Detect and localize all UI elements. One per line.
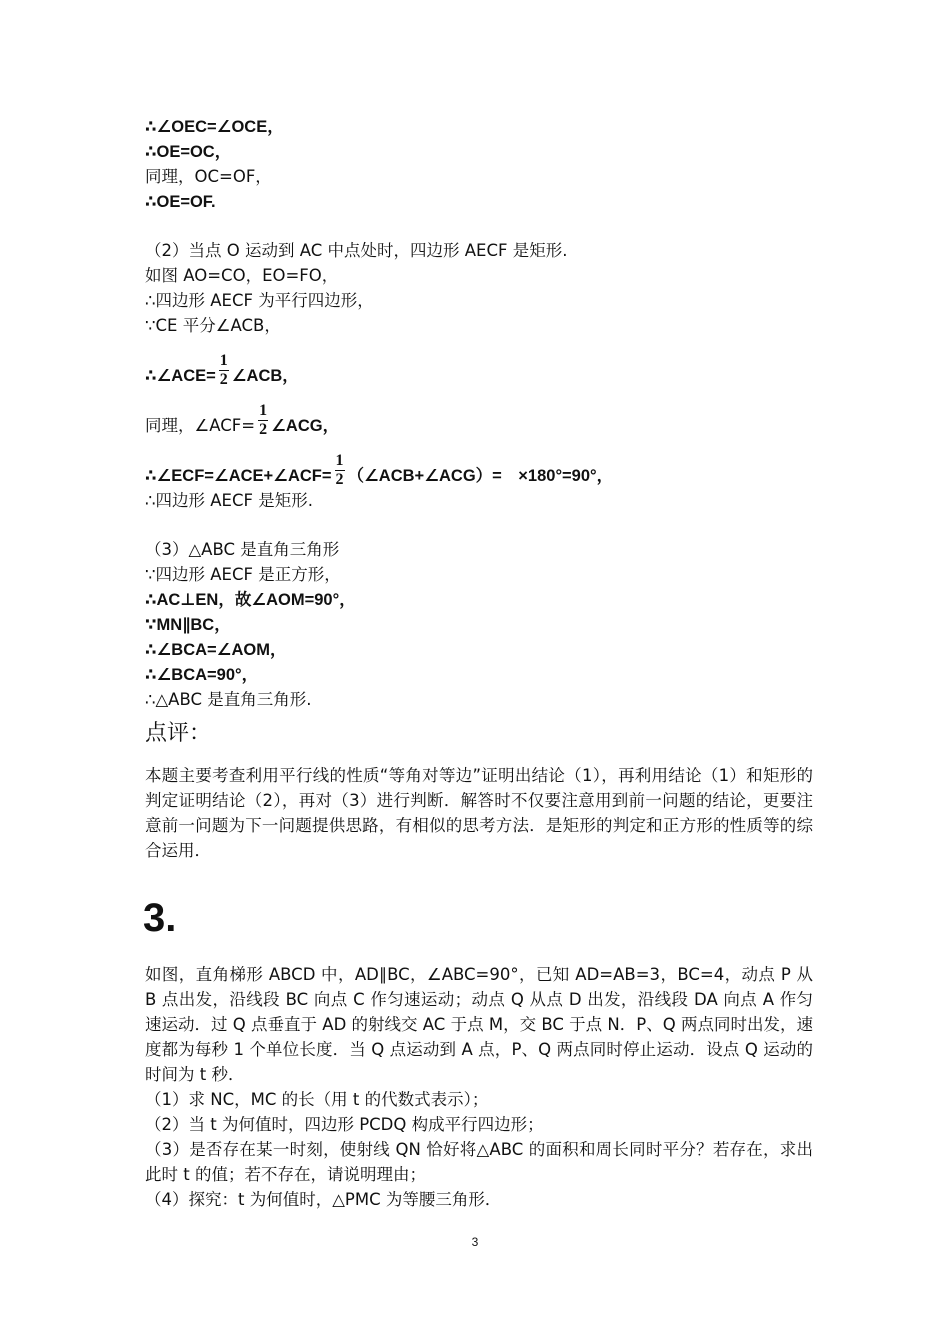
proof-line: ∴∠BCA=90°， <box>145 666 259 684</box>
proof-line: ∴OE=OC， <box>145 143 232 161</box>
proof-line: ∴四边形 AECF 为平行四边形， <box>145 291 374 310</box>
review-text: 本题主要考查利用平行线的性质“等角对等边”证明出结论（1），再利用结论（1）和矩形的判定证明结论（2），再对（3）进行判断．解答时不仅要注意用到前一问题的结论，更要注意前一问题为下一问题提供思路，有相似的思考方法．是矩形的判定和正方形的性质等的综合运用． <box>145 766 813 860</box>
question-subpart: （3）是否存在某一时刻，使射线 QN 恰好将△ABC 的面积和周长同时平分？若存在，求出此时 t 的值；若不存在，请说明理由； <box>145 1140 813 1184</box>
proof-line-fraction: 同理，∠ACF= $\frac{1}{2}$ ∠ACG， <box>145 402 340 438</box>
page-number: 3 <box>471 1235 479 1249</box>
proof-line: 如图 AO=CO，EO=FO， <box>145 266 339 285</box>
proof-line: ∴△ABC 是直角三角形. <box>145 690 312 709</box>
proof-line: ∴∠OEC=∠OCE， <box>145 118 284 136</box>
fraction-one-half: $\frac{1}{2}$ <box>219 352 228 388</box>
question-subpart: （1）求 NC，MC 的长（用 t 的代数式表示）； <box>145 1090 489 1109</box>
question-subpart: （2）当 t 为何值时，四边形 PCDQ 构成平行四边形； <box>145 1115 544 1134</box>
proof-line-fraction: ∴∠ECF=∠ACE+∠ACF= $\frac{1}{2}$ （∠ACB+∠ACG）= ×180°=90°， <box>145 452 614 488</box>
proof-line: ∴AC⊥EN，故∠AOM=90°， <box>145 591 356 609</box>
proof-line: （3）△ABC 是直角三角形 <box>145 540 340 559</box>
proof-line: ∴四边形 AECF 是矩形. <box>145 491 313 510</box>
proof-line: ∵MN∥BC， <box>145 616 231 634</box>
proof-line: ∴∠BCA=∠AOM， <box>145 641 287 659</box>
review-heading: 点评： <box>145 721 212 746</box>
question-subpart: （4）探究：t 为何值时，△PMC 为等腰三角形． <box>145 1190 502 1209</box>
proof-line: （2）当点 O 运动到 AC 中点处时，四边形 AECF 是矩形. <box>145 241 568 260</box>
fraction-one-half: $\frac{1}{2}$ <box>335 452 344 488</box>
question-number: 3. <box>143 896 177 940</box>
proof-line-fraction: ∴∠ACE= $\frac{1}{2}$ ∠ACB， <box>145 352 299 388</box>
proof-line: 同理，OC=OF， <box>145 167 272 186</box>
question-stem: 如图，直角梯形 ABCD 中，AD∥BC，∠ABC=90°，已知 AD=AB=3，BC=4，动点 P 从 B 点出发，沿线段 BC 向点 C 作匀速运动；动点 Q 从点 D 出发，沿线段 DA 向点 A 作匀速运动．过 Q 点垂直于 AD 的射线交 AC 于点 M，交 BC 于点 N．P、Q 两点同时出发，速度都为每秒 1 个单位长度．当 Q 点运动到 A 点，P、Q 两点同时停止运动．设点 Q 运动的时间为 t 秒． <box>145 965 813 1084</box>
proof-line: ∴OE=OF. <box>145 193 216 211</box>
fraction-one-half: $\frac{1}{2}$ <box>259 402 268 438</box>
proof-line: ∵四边形 AECF 是正方形， <box>145 565 341 584</box>
proof-line: ∵CE 平分∠ACB， <box>145 316 281 335</box>
